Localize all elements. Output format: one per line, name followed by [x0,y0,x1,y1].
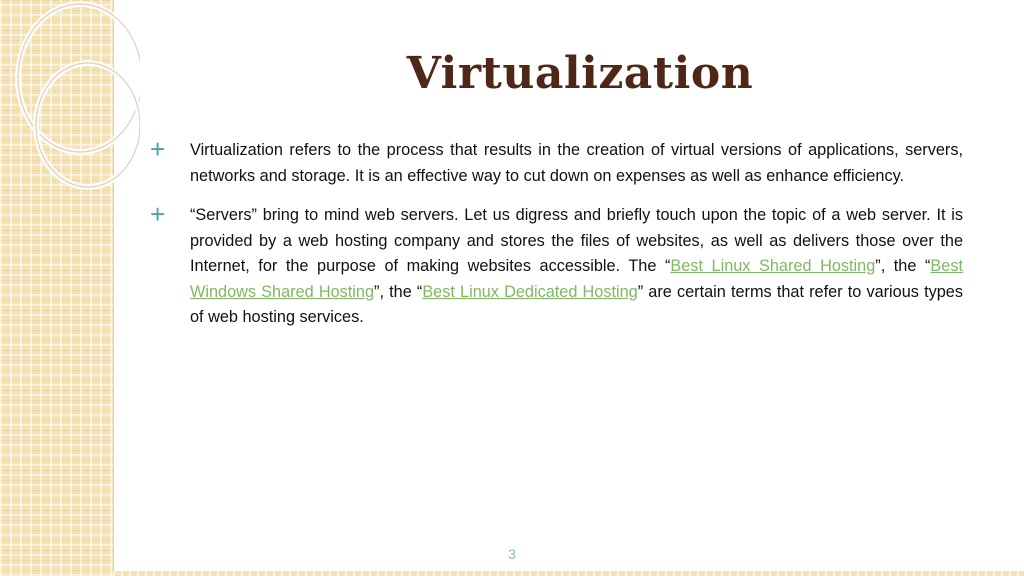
text-run: “Servers” bring to mind web servers. Let us digress and briefly touch upon the topic of a web server. It is provided by a web hosting company and stores the files of websites, as well as delivers those over the Internet, for the purpose of making websites accessible. The “ [190,206,963,275]
text-run: ”, the “ [875,257,931,275]
plus-icon: + [150,134,166,164]
decorative-bottom-strip [113,571,1024,576]
bullet-item [150,134,963,189]
hosting-link[interactable]: Best Windows Shared Hosting [190,257,963,301]
text-run: ”, the “ [374,282,423,301]
bullet-text [190,203,963,331]
page-number: 3 [508,546,516,562]
hosting-link[interactable]: Best Linux Dedicated Hosting [422,282,638,301]
bullet-item [150,199,963,331]
slide-title: Virtualization [406,48,754,99]
hosting-link[interactable]: Best Linux Shared Hosting [670,257,876,275]
bullet-list [150,134,963,345]
bullet-text [190,138,963,189]
text-run: Virtualization refers to the process that results in the creation of virtual versions of applications, servers, networks and storage. It is an effective way to cut down on expenses as well as enhance efficiency. [190,141,963,185]
text-run: ” are certain terms that refer to various types of web hosting services. [190,282,963,326]
plus-icon: + [150,199,166,229]
decorative-side-panel [0,0,114,576]
